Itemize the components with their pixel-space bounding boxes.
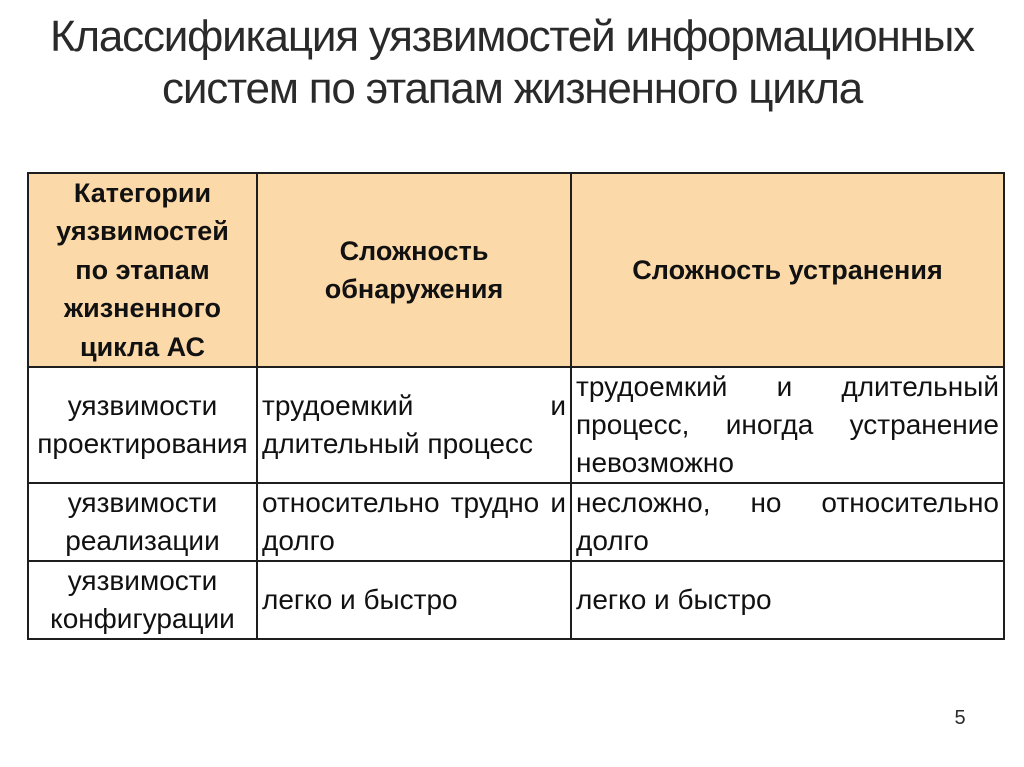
slide-title-line: систем по этапам жизненного цикла	[162, 64, 862, 113]
cell-line: трудоемкий и	[262, 390, 566, 421]
slide-title-line: Классификация уязвимостей информационных	[50, 12, 974, 61]
cell-line: конфигурации	[50, 603, 235, 634]
table-cell-category	[29, 562, 258, 640]
cell-line: уязвимости	[67, 565, 218, 596]
cell-line: реализации	[65, 525, 220, 556]
page-number: 5	[954, 707, 966, 729]
cell-line: длительный процесс	[262, 428, 534, 459]
header-line: жизненного	[64, 293, 221, 324]
table-cell-category	[29, 368, 258, 484]
cell-line: долго	[576, 525, 649, 556]
table-header-cell-category	[29, 174, 258, 368]
cell-line: легко и быстро	[262, 584, 458, 615]
cell-line: легко и быстро	[576, 584, 772, 615]
table-cell-elimination	[572, 562, 1005, 640]
slide-title	[0, 11, 1024, 115]
table-cell-detection	[258, 562, 572, 640]
header-line: Сложность	[339, 235, 489, 266]
header-line: Категории	[73, 177, 212, 208]
cell-line: трудоемкий и длительный	[576, 371, 999, 402]
cell-line: проектирования	[37, 428, 248, 459]
cell-line: уязвимости	[67, 390, 218, 421]
header-line: по этапам	[75, 254, 210, 285]
table-cell-elimination	[572, 368, 1005, 484]
header-line: обнаружения	[324, 274, 504, 304]
header-line: Сложность устранения	[632, 254, 943, 285]
cell-line: долго	[262, 525, 335, 556]
table-cell-category	[29, 484, 258, 562]
cell-line: уязвимости	[67, 487, 218, 518]
cell-line: несложно, но относительно	[576, 487, 999, 518]
table-cell-detection	[258, 484, 572, 562]
header-line: уязвимостей	[56, 216, 229, 247]
vulnerability-classification-table	[27, 172, 1005, 640]
table-header-cell-elimination	[572, 174, 1005, 368]
cell-line: относительно трудно и	[262, 487, 566, 518]
table-cell-elimination	[572, 484, 1005, 562]
table-header-cell-detection	[258, 174, 572, 368]
table-cell-detection	[258, 368, 572, 484]
header-line: цикла АС	[79, 331, 206, 362]
cell-line: невозможно	[576, 447, 734, 478]
cell-line: процесс, иногда устранение	[576, 409, 999, 440]
